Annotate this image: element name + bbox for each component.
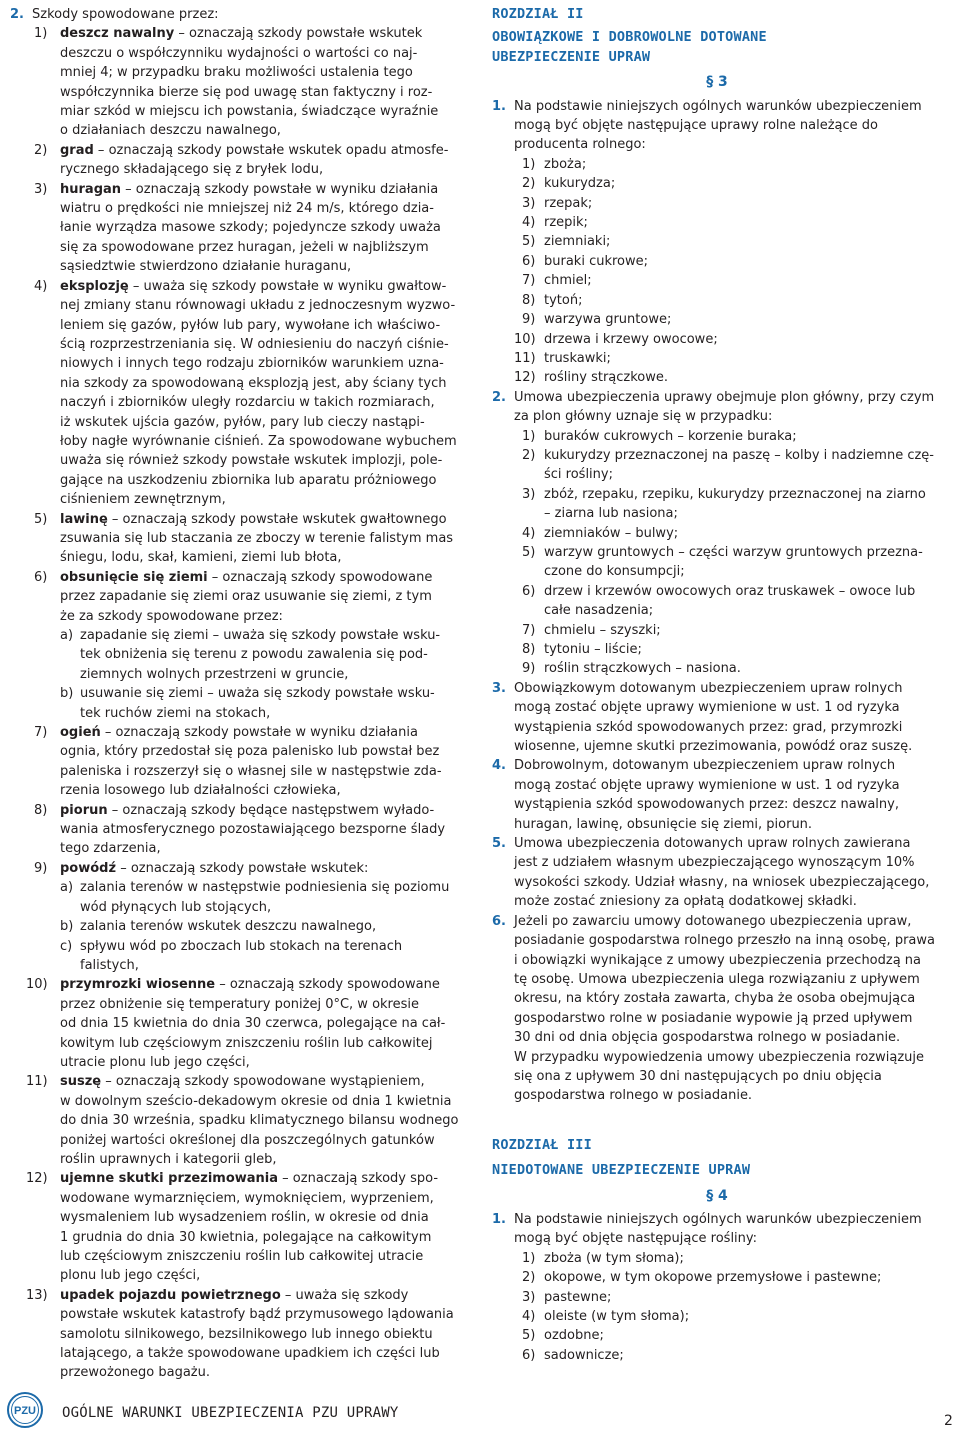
item-line: rzenia losowego lub działalności człowieka,	[60, 783, 341, 799]
pzu-logo	[7, 1392, 43, 1428]
sub-item-line: zalania terenów wskutek deszczu nawalnego,	[80, 919, 377, 935]
item-line: ciśnieniem zewnętrznym,	[60, 492, 226, 508]
item-number: 5)	[522, 234, 536, 250]
list-item	[10, 180, 472, 277]
list-item	[492, 1249, 942, 1268]
section-line: mogą zostać objęte uprawy wymienione w ust. 1 od ryzyka	[514, 700, 900, 716]
section-line: posiadanie gospodarstwa rolnego przeszło na inną osobę, prawa	[514, 933, 935, 949]
item-text: truskawki;	[544, 350, 611, 366]
item-number: 11)	[514, 350, 536, 366]
item-first-line	[60, 1072, 472, 1091]
section-number: 6.	[492, 913, 506, 929]
item-line: ści rośliny;	[544, 467, 613, 483]
item-dash: –	[121, 181, 136, 197]
section-line: wystąpienia szkód spowodowanych przez: grad, przymrozki	[514, 719, 903, 735]
item-number: 3)	[522, 486, 536, 502]
item-number: 4)	[522, 1309, 536, 1324]
left-column	[10, 5, 472, 1383]
item-text: rzepak;	[544, 195, 593, 211]
item-text: rośliny strączkowe.	[544, 370, 669, 386]
numbered-section	[492, 388, 942, 427]
item-number: 6)	[522, 1347, 536, 1363]
list-item	[492, 194, 942, 213]
item-text: sadownicze;	[544, 1347, 624, 1363]
item-term: lawinę	[60, 511, 108, 527]
section-number: 2.	[10, 7, 24, 22]
list-item	[10, 277, 472, 510]
logo-text: PZU	[14, 1405, 36, 1417]
item-number: 2)	[522, 176, 536, 192]
item-number: 10)	[514, 331, 536, 347]
list-item	[492, 582, 942, 621]
section-line: wystąpienia szkód spowodowanych przez: deszcz nawalny,	[514, 797, 899, 813]
item-number: 13)	[26, 1287, 48, 1303]
list-item	[10, 568, 472, 626]
item-line: śniegu, lodu, skał, kamieni, ziemi lub błota,	[60, 550, 342, 566]
item-text: warzywa gruntowe;	[544, 312, 672, 328]
list-item	[492, 291, 942, 310]
sub-item-line: tek ruchów ziemi na stokach,	[80, 705, 271, 721]
item-text: okopowe, w tym okopowe przemysłowe i pastewne;	[544, 1270, 882, 1286]
item-line: tytoniu – liście;	[544, 642, 642, 657]
item-line: kowitym lub częściowym zniszczeniu roślin lub całkowitej	[60, 1035, 433, 1051]
section-line: Obowiązkowym dotowanym ubezpieczeniem upraw rolnych	[514, 680, 903, 696]
item-line: że za szkody spowodowane przez:	[60, 608, 283, 624]
item-line: deszczu o współczynniku wydajności o wartości co naj-	[60, 45, 418, 61]
item-line: warzyw gruntowych – części warzyw gruntowych przezna-	[544, 544, 923, 560]
item-number: 9)	[522, 312, 536, 328]
section-line: Na podstawie niniejszych ogólnych warunków ubezpieczeniem	[514, 98, 922, 114]
item-number: 9)	[34, 860, 48, 876]
section-line: okresu, na który została zawarta, chyba że osoba obejmująca	[514, 991, 916, 1007]
item-text: zboża;	[544, 156, 587, 172]
item-first-line	[60, 723, 472, 742]
section-line: producenta rolnego:	[514, 137, 646, 153]
item-line: samolotu silnikowego, bezsilnikowego lub innego obiektu	[60, 1326, 433, 1342]
section-line: 30 dni od dnia objęcia gospodarstwa rolnego w posiadanie.	[514, 1030, 901, 1046]
spacer	[492, 1106, 942, 1136]
item-number: 2)	[522, 447, 536, 463]
list-item	[492, 446, 942, 485]
section-line: tę osobę. Umowa ubezpieczenia ulega rozwiązaniu z upływem	[514, 971, 920, 987]
section-line: wiosenne, ujemne skutki przezimowania, powódź oraz suszę.	[514, 739, 913, 755]
item-line: czone do konsumpcji;	[544, 564, 685, 580]
item-line: łanie wyrządza masowe szkody; pojedyncze szkody uważa	[60, 220, 441, 236]
sub-item-line: falistych,	[80, 957, 139, 973]
item-line: przez obniżenie się temperatury poniżej 0°C, w okresie	[60, 996, 419, 1012]
sub-item-line: usuwanie się ziemi – uważa się szkody powstałe wsku-	[80, 686, 435, 702]
item-line: ognia, który przedostał się poza palenisko lub powstał bez	[60, 744, 440, 760]
item-number: 2)	[522, 1270, 536, 1286]
section-line: wysokości szkody. Udział własny, na wniosek ubezpieczającego,	[514, 874, 930, 890]
list-item	[492, 524, 942, 543]
numbered-section	[492, 912, 942, 1106]
item-text: kukurydza;	[544, 176, 616, 192]
right-column	[492, 5, 942, 1365]
item-line: łoby nagłe wyrównanie ciśnień. Za spowodowane wybuchem	[60, 433, 457, 449]
paragraph-4-mark: § 4	[706, 1187, 728, 1204]
list-item	[10, 1072, 472, 1169]
item-first-line	[60, 859, 472, 878]
item-number: 5)	[522, 544, 536, 560]
item-text: drzewa i krzewy owocowe;	[544, 331, 718, 347]
section-number: 4.	[492, 758, 506, 774]
item-text: ozdobne;	[544, 1328, 604, 1344]
footer-title: OGÓLNE WARUNKI UBEZPIECZENIA PZU UPRAWY	[62, 1405, 399, 1421]
item-number: 4)	[522, 215, 536, 231]
item-text: oznaczają szkody powstałe wskutek	[189, 26, 423, 42]
section-line: mogą zostać objęte uprawy wymienione w ust. 1 od ryzyka	[514, 777, 900, 793]
section-line: Dobrowolnym, dotowanym ubezpieczeniem upraw rolnych	[514, 758, 896, 774]
list-item	[492, 543, 942, 582]
list-item	[492, 1326, 942, 1345]
item-line: przewożonego bagażu.	[60, 1365, 210, 1381]
chapter-3-subtitle: NIEDOTOWANE UBEZPIECZENIE UPRAW	[492, 1162, 751, 1179]
sub-item	[10, 937, 472, 976]
item-line: zsuwania się lub staczania ze zboczy w terenie falistym mas	[60, 530, 454, 546]
item-text: ziemniaki;	[544, 234, 611, 250]
paragraph-3-mark: § 3	[706, 74, 728, 91]
numbered-section	[492, 1210, 942, 1249]
item-line: naczyń i zbiorników uległy rozdarciu w takich rozmiarach,	[60, 395, 435, 411]
item-line: sąsiedztwie stwierdzono działanie huraganu,	[60, 259, 352, 275]
item-line: gające na uszkodzeniu zbiornika lub aparatu próżniowego	[60, 472, 437, 488]
item-line: nej zmiany stanu równowagi układu z jednoczesnym wyzwo-	[60, 298, 456, 314]
item-text: oznaczają szkody będące następstwem wyłado-	[122, 802, 435, 818]
section-line: gospodarstwo rolne w posiadanie wypowie ją przed upływem	[514, 1010, 913, 1026]
list-item	[492, 271, 942, 290]
list-item	[492, 427, 942, 446]
item-text: oznaczają szkody powstałe wskutek gwałtownego	[122, 511, 447, 527]
item-line: paleniska i rozszerzył się o własnej sile w następstwie zda-	[60, 763, 442, 779]
sub-item-line: tek obniżenia się terenu z powodu zawalenia się pod-	[80, 647, 428, 663]
list-item	[10, 24, 472, 140]
section-line: mogą być objęte następujące rośliny:	[514, 1231, 758, 1247]
section-line: Umowa ubezpieczenia uprawy obejmuje plon główny, przy czym	[514, 389, 935, 405]
item-text: rzepik;	[544, 215, 588, 231]
item-dash: –	[107, 802, 123, 818]
sub-item	[10, 878, 472, 917]
item-number: 10)	[26, 977, 48, 993]
list-item	[10, 1169, 472, 1285]
item-dash: –	[207, 569, 223, 585]
item-line: chmielu – szyszki;	[544, 622, 661, 638]
item-line: przez zapadanie się ziemi oraz usuwanie się ziemi, z tym	[60, 589, 432, 605]
section-line: W przypadku wypowiedzenia umowy ubezpieczenia rozwiązuje	[514, 1049, 924, 1065]
page-number: 2	[944, 1413, 953, 1429]
sub-item-line: zalania terenów w następstwie podniesienia się poziomu	[80, 880, 450, 896]
list-item	[492, 485, 942, 524]
item-number: 5)	[522, 1328, 536, 1344]
section-2-heading	[10, 5, 472, 24]
chapter-3-title: ROZDZIAŁ III	[492, 1136, 592, 1153]
item-number: 6)	[522, 253, 536, 269]
item-line: tego zdarzenia,	[60, 841, 161, 857]
item-term: grad	[60, 142, 94, 158]
item-dash: –	[100, 725, 116, 741]
item-number: 12)	[26, 1171, 48, 1187]
item-line: rycznego składającego się z bryłek lodu,	[60, 162, 324, 178]
item-dash: –	[215, 977, 230, 993]
item-text: oznaczają szkody powstałe w wyniku działania	[115, 725, 418, 741]
item-line: roślin strączkowych – nasiona.	[544, 661, 741, 677]
item-line: o działaniach deszczu nawalnego,	[60, 123, 281, 139]
item-text: oznaczają szkody spowodowane	[229, 977, 440, 993]
item-dash: –	[107, 511, 123, 527]
chapter-2-title: ROZDZIAŁ II	[492, 6, 584, 22]
item-line: plonu lub jego części,	[60, 1268, 201, 1284]
item-line: lub częściowym zniszczeniu roślin lub całkowitej utracie	[60, 1249, 424, 1264]
item-dash: –	[93, 142, 109, 158]
item-term: deszcz nawalny	[60, 26, 175, 42]
item-term: suszę	[60, 1074, 102, 1090]
item-first-line	[60, 1286, 472, 1305]
list-item	[10, 859, 472, 878]
section-number: 5.	[492, 836, 506, 852]
item-line: całe nasadzenia;	[544, 603, 654, 619]
section-number: 2.	[492, 389, 506, 405]
item-line: roślin uprawnych i kategorii gleb,	[60, 1151, 277, 1167]
item-dash: –	[101, 1074, 116, 1090]
section-line: huragan, lawinę, obsunięcie się ziemi, piorun.	[514, 816, 813, 832]
item-number: 7)	[34, 725, 48, 741]
item-first-line	[60, 801, 472, 820]
sub-item-line: wód płynących lub stojących,	[80, 899, 272, 915]
item-number: 12)	[514, 370, 536, 386]
item-dash: –	[116, 860, 131, 876]
sub-item-number: c)	[60, 938, 73, 954]
list-item	[10, 801, 472, 859]
item-line: w dowolnym sześcio-dekadowym okresie od dnia 1 kwietnia	[60, 1093, 452, 1109]
item-text: zboża (w tym słoma);	[544, 1250, 684, 1266]
item-line: uważa się również szkody powstałe wskutek implozji, pole-	[60, 453, 443, 469]
sub-item-line: zapadanie się ziemi – uważa się szkody powstałe wsku-	[80, 628, 441, 643]
item-term: przymrozki wiosenne	[60, 977, 216, 993]
chapter-2-subtitle: UBEZPIECZENIE UPRAW	[492, 48, 651, 65]
chapter-2-subtitle: OBOWIĄZKOWE I DOBROWOLNE DOTOWANE	[492, 29, 767, 46]
item-line: leniem się gazów, pyłów lub pary, wywołane ich właściwo-	[60, 317, 441, 333]
item-number: 6)	[522, 583, 536, 599]
item-number: 3)	[34, 181, 48, 197]
sub-item-line: spływu wód po zboczach lub stokach na terenach	[80, 938, 403, 954]
item-term: upadek pojazdu powietrznego	[60, 1287, 281, 1303]
item-text: buraki cukrowe;	[544, 253, 649, 269]
item-line: – ziarna lub nasiona;	[544, 506, 678, 522]
item-term: piorun	[60, 802, 108, 818]
list-item	[492, 659, 942, 678]
item-text: oznaczają szkody spo-	[292, 1171, 439, 1187]
item-text: oznaczają szkody powstałe wskutek opadu atmosfe-	[108, 142, 449, 158]
item-text: oleiste (w tym słoma);	[544, 1309, 690, 1324]
item-term: ogień	[60, 725, 101, 741]
sub-item	[10, 684, 472, 723]
item-line: do dnia 30 września, spadku klimatycznego bilansu wodnego	[60, 1113, 459, 1129]
item-line: nia szkody za spowodowaną eksplozją jest, aby ściany tych	[60, 375, 447, 391]
item-number: 1)	[522, 428, 536, 444]
item-number: 3)	[522, 195, 536, 211]
item-first-line	[60, 180, 472, 199]
item-number: 1)	[522, 1250, 536, 1266]
item-number: 7)	[522, 622, 536, 638]
list-item	[492, 252, 942, 271]
list-item	[492, 1288, 942, 1307]
section-number: 1.	[492, 98, 506, 114]
item-number: 8)	[522, 292, 536, 308]
list-item	[492, 349, 942, 368]
item-line: zbóż, rzepaku, rzepiku, kukurydzy przeznaczonej na ziarno	[544, 486, 926, 502]
list-item	[10, 1286, 472, 1383]
section-line: się ona z upływem 30 dni następujących po dniu objęcia	[514, 1068, 882, 1084]
list-item	[10, 141, 472, 180]
item-line: wodowane wymarznięciem, wymoknięciem, wyprzeniem,	[60, 1190, 434, 1206]
item-term: powódź	[60, 860, 117, 876]
item-text: oznaczają szkody spowodowane wystąpieniem,	[115, 1074, 425, 1090]
item-number: 4)	[34, 278, 48, 294]
item-number: 2)	[34, 142, 48, 158]
item-number: 9)	[522, 661, 536, 677]
item-term: eksplozję	[60, 278, 129, 294]
sub-item-number: b)	[60, 686, 74, 702]
list-item	[492, 621, 942, 640]
item-number: 7)	[522, 273, 536, 289]
list-item	[492, 1268, 942, 1287]
item-number: 8)	[522, 642, 536, 657]
item-line: kukurydzy przeznaczonej na paszę – kolby i nadziemne czę-	[544, 447, 934, 463]
sub-item	[10, 917, 472, 936]
item-text: pastewne;	[544, 1289, 612, 1305]
item-first-line	[60, 277, 472, 296]
item-number: 1)	[522, 156, 536, 172]
list-item	[492, 174, 942, 193]
item-number: 4)	[522, 525, 536, 541]
section-number: 3.	[492, 680, 506, 696]
section-line: Jeżeli po zawarciu umowy dotowanego ubezpieczenia upraw,	[514, 913, 912, 929]
item-line: od dnia 15 kwietnia do dnia 30 czerwca, polegające na cał-	[60, 1016, 446, 1032]
numbered-section	[492, 834, 942, 912]
item-dash: –	[128, 278, 144, 294]
list-item	[492, 155, 942, 174]
section-line: może zostać zniesiony za opłatą dodatkowej składki.	[514, 894, 857, 910]
sub-item-number: a)	[60, 628, 74, 643]
numbered-section	[492, 97, 942, 155]
list-item	[492, 310, 942, 329]
item-line: miar szkód w miejscu ich powstania, świadczące wyraźnie	[60, 104, 439, 120]
list-item	[492, 330, 942, 349]
item-line: iż wskutek ujścia gazów, pyłów, pary lub cieczy nastąpi-	[60, 414, 425, 430]
list-item	[492, 232, 942, 251]
item-line: drzew i krzewów owocowych oraz truskawek – owoce lub	[544, 583, 916, 599]
sub-item-line: ziemnych wolnych przestrzeni w gruncie,	[80, 666, 349, 682]
item-line: się za spowodowane przez huragan, jeżeli w najbliższym	[60, 239, 429, 255]
item-dash: –	[278, 1171, 293, 1187]
item-dash: –	[280, 1287, 296, 1303]
item-first-line	[60, 568, 472, 587]
item-first-line	[60, 1169, 472, 1188]
section-line: i obowiązki wynikające z umowy ubezpieczenia przechodzą na	[514, 952, 922, 968]
item-first-line	[60, 141, 472, 160]
item-text: oznaczają szkody powstałe wskutek:	[130, 860, 369, 876]
item-number: 6)	[34, 569, 48, 585]
item-line: utracie plonu lub jego części,	[60, 1054, 250, 1070]
list-item	[10, 510, 472, 568]
list-item	[492, 368, 942, 387]
item-line: niowych i innych tego rodzaju zbiorników warunkiem uzna-	[60, 356, 444, 372]
item-line: wiatru o prędkości nie mniejszej niż 24 m/s, którego dzia-	[60, 201, 434, 217]
numbered-section	[492, 756, 942, 834]
item-line: wysmaleniem lub wysadzeniem roślin, w okresie od dnia	[60, 1210, 429, 1226]
item-line: powstałe wskutek katastrofy bądź przymusowego lądowania	[60, 1307, 454, 1323]
numbered-section	[492, 679, 942, 757]
item-line: latającego, a także spowodowane upadkiem ich części lub	[60, 1346, 440, 1362]
item-first-line	[60, 24, 472, 43]
item-dash: –	[174, 26, 189, 42]
list-item	[492, 213, 942, 232]
item-number: 1)	[34, 26, 48, 42]
item-text: uważa się szkody	[295, 1287, 409, 1303]
item-line: poniżej wartości określonej dla poszczególnych gatunków	[60, 1132, 435, 1148]
item-number: 8)	[34, 802, 48, 818]
list-item	[492, 1307, 942, 1326]
item-first-line	[60, 510, 472, 529]
item-line: buraków cukrowych – korzenie buraka;	[544, 428, 797, 444]
item-line: współczynnika bierze się pod uwagę stan faktyczny i roz-	[60, 84, 433, 100]
item-number: 5)	[34, 511, 48, 527]
section-title: Szkody spowodowane przez:	[32, 7, 219, 22]
item-term: obsunięcie się ziemi	[60, 569, 208, 585]
list-item	[10, 975, 472, 1072]
item-line: mniej 4; w przypadku braku możliwości ustalenia tego	[60, 65, 413, 81]
section-line: gospodarstwa rolnego w posiadanie.	[514, 1088, 753, 1104]
item-line: ziemniaków – bulwy;	[544, 525, 679, 541]
item-line: 1 grudnia do dnia 30 kwietnia, polegające na całkowitym	[60, 1229, 432, 1245]
section-line: mogą być objęte następujące uprawy rolne należące do	[514, 118, 878, 134]
list-item	[10, 723, 472, 801]
section-line: Na podstawie niniejszych ogólnych warunków ubezpieczeniem	[514, 1211, 922, 1227]
page-footer	[0, 1388, 960, 1434]
item-term: ujemne skutki przezimowania	[60, 1171, 279, 1187]
item-line: ścią rozprzestrzeniania się. W odniesieniu do naczyń ciśnie-	[60, 336, 449, 352]
section-line: Umowa ubezpieczenia dotowanych upraw rolnych zawierana	[514, 836, 911, 852]
item-text: chmiel;	[544, 273, 592, 289]
list-item	[492, 1346, 942, 1365]
sub-item	[10, 626, 472, 684]
item-first-line	[60, 975, 472, 994]
item-text: tytoń;	[544, 292, 583, 308]
section-line: za plon główny uznaje się w przypadku:	[514, 409, 773, 425]
item-number: 11)	[26, 1074, 48, 1090]
item-term: huragan	[60, 181, 122, 197]
section-number: 1.	[492, 1211, 506, 1227]
list-item	[492, 640, 942, 659]
sub-item-number: b)	[60, 919, 74, 935]
item-text: oznaczają szkody spowodowane	[222, 569, 433, 585]
item-text: oznaczają szkody powstałe w wyniku działania	[135, 181, 439, 197]
item-text: uważa się szkody powstałe w wyniku gwałtow-	[143, 278, 447, 294]
item-number: 3)	[522, 1289, 536, 1305]
section-line: jest z udziałem własnym ubezpieczającego wynoszącym 10%	[514, 855, 915, 871]
sub-item-number: a)	[60, 880, 74, 896]
item-line: wania atmosferycznego pozostawiającego bezsporne ślady	[60, 822, 446, 838]
